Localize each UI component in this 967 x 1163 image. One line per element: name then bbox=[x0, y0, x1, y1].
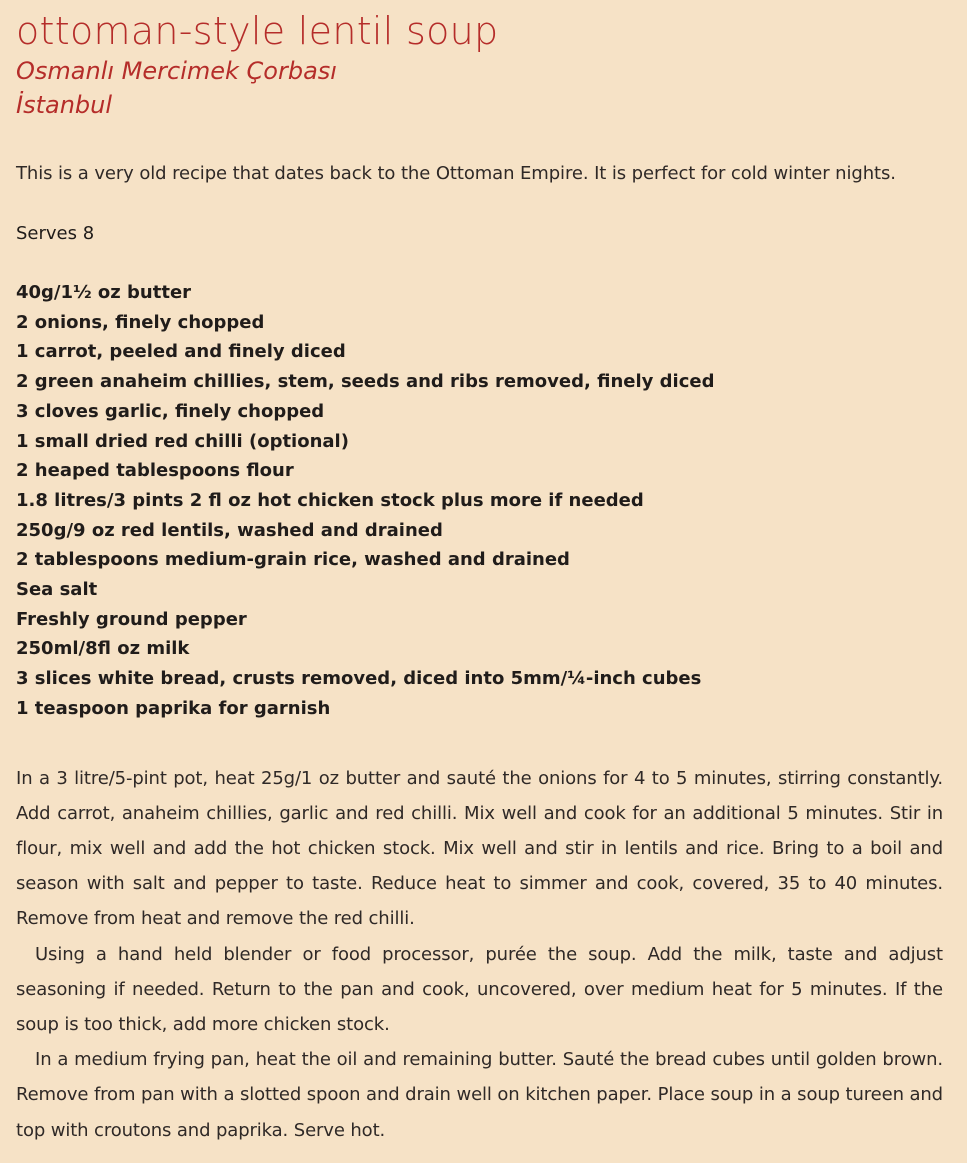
ingredient-item: 2 onions, finely chopped bbox=[16, 311, 265, 333]
ingredient-item: 1.8 litres/3 pints 2 fl oz hot chicken stock plus more if needed bbox=[16, 489, 644, 511]
ingredient-item: 2 heaped tablespoons flour bbox=[16, 460, 294, 482]
ingredient-item: 250ml/8fl oz milk bbox=[16, 638, 190, 660]
ingredient-item: 1 carrot, peeled and finely diced bbox=[16, 341, 346, 363]
ingredients-list bbox=[16, 278, 951, 724]
method-section bbox=[16, 761, 951, 1148]
ingredient-item: 1 small dried red chilli (optional) bbox=[16, 430, 349, 452]
recipe-title: ottoman-style lentil soup bbox=[16, 9, 499, 53]
ingredient-item: 2 tablespoons medium-grain rice, washed and drained bbox=[16, 549, 570, 571]
method-paragraph: Using a hand held blender or food processor, purée the soup. Add the milk, taste and adjust seasoning if needed. Return to the pan and cook, uncovered, over medium heat for 5 minutes. If the soup is too thick, add more chicken stock. bbox=[16, 943, 943, 1035]
ingredient-item: 3 cloves garlic, finely chopped bbox=[16, 400, 325, 422]
serves-count: Serves 8 bbox=[16, 223, 95, 244]
method-paragraph: In a 3 litre/5-pint pot, heat 25g/1 oz butter and sauté the onions for 4 to 5 minutes, stirring constantly. Add carrot, anaheim chillies, garlic and red chilli. Mix well and cook for an additional 5 minutes. Stir in flour, mix well and add the hot chicken stock. Mix well and stir in lentils and rice. Bring to a boil and season with salt and pepper to taste. Reduce heat to simmer and cook, covered, 35 to 40 minutes. Remove from heat and remove the red chilli. bbox=[16, 767, 943, 930]
recipe-subtitle: Osmanlı Mercimek Çorbası bbox=[16, 57, 337, 85]
ingredient-item: Freshly ground pepper bbox=[16, 608, 247, 630]
recipe-intro: This is a very old recipe that dates back to the Ottoman Empire. It is perfect for cold winter nights. bbox=[16, 163, 896, 184]
method-paragraph: In a medium frying pan, heat the oil and remaining butter. Sauté the bread cubes until golden brown. Remove from pan with a slotted spoon and drain well on kitchen paper. Place soup in a soup tureen and top with croutons and paprika. Serve hot. bbox=[16, 1049, 943, 1141]
ingredient-item: 2 green anaheim chillies, stem, seeds and ribs removed, finely diced bbox=[16, 371, 715, 393]
ingredient-item: 40g/1½ oz butter bbox=[16, 282, 192, 303]
ingredient-item: 1 teaspoon paprika for garnish bbox=[16, 697, 331, 719]
ingredient-item: 3 slices white bread, crusts removed, diced into 5mm/¼-inch cubes bbox=[16, 668, 702, 690]
ingredient-item: 250g/9 oz red lentils, washed and drained bbox=[16, 519, 443, 541]
ingredient-item: Sea salt bbox=[16, 579, 98, 601]
recipe-origin: İstanbul bbox=[16, 91, 113, 119]
